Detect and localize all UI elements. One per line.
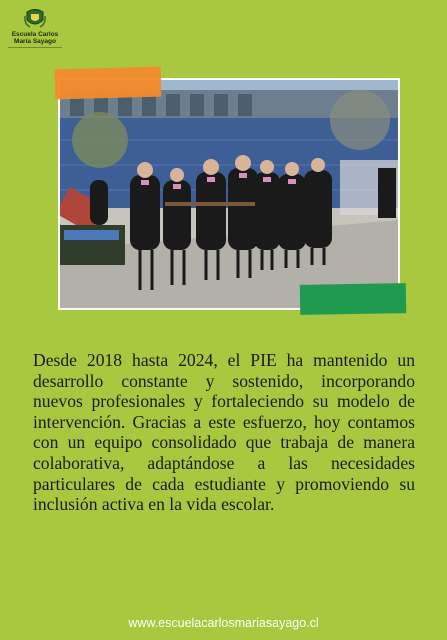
school-name-line1: Escuela Carlos [11, 31, 59, 38]
logo-underline [8, 47, 62, 48]
orange-tape-decoration [55, 67, 162, 100]
green-tape-decoration [300, 283, 407, 315]
group-photo [58, 78, 400, 310]
school-name [6, 31, 64, 45]
footer-website-url[interactable]: www.escuelacarlosmariasayago.cl [128, 616, 319, 630]
school-crest-icon [24, 6, 46, 30]
school-name-line2: María Sayago [14, 38, 56, 45]
group-photo-image [60, 80, 398, 308]
school-logo [6, 6, 64, 50]
body-paragraph: Desde 2018 hasta 2024, el PIE ha mantenido un desarrollo constante y sostenido, incorporando nuevos profesionales y fortaleciendo su modelo de intervención. Gracias a este esfuerzo, hoy contamos con un equipo consolidado que trabaja de manera colaborativa, adaptándose a las necesidades particulares de cada estudiante y promoviendo su inclusión activa en la vida escolar. [33, 350, 415, 515]
